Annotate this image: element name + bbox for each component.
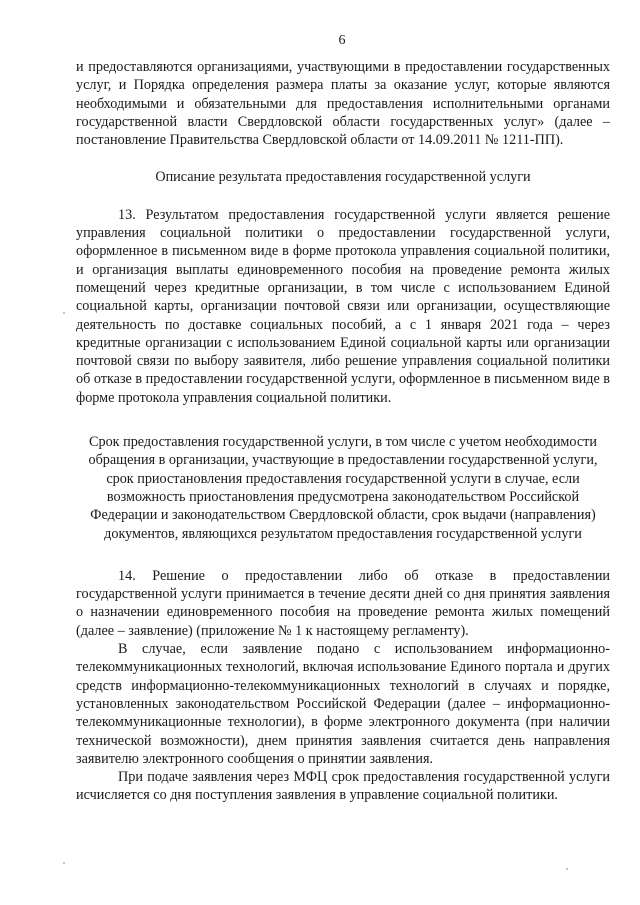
intro-paragraph: и предоставляются организациями, участвующими в предоставлении государственных услуг, и Порядка определения размера платы за оказание услуг, которые являются необходимыми и обязательными для предоставления исполнительными органами государственной власти Свердловской области государственных услуг» (далее – постановление Правительства Свердловской области от 14.09.2011 № 1211-ПП).	[76, 59, 610, 149]
paragraph-14: 14. Решение о предоставлении либо об отказе в предоставлении государственной услуги принимается в течение десяти дней со дня принятия заявления о назначении единовременного пособия на проведение ремонта жилых помещений (далее – заявление) (приложение № 1 к настоящему регламенту).	[76, 567, 610, 639]
spacer	[76, 187, 610, 206]
section-heading-term: Срок предоставления государственной услуги, в том числе с учетом необходимости обращения в организации, участвующие в предоставлении государственной услуги, срок приостановления предоставления государственной услуги в случае, если возможность приостановления предусмотрена законодательством Российской Федерации и законодательством Свердловской области, срок выдачи (направления) документов, являющихся результатом предоставления государственной услуги	[88, 434, 598, 542]
page-number: 6	[338, 33, 346, 48]
paragraph-mfc: При подаче заявления через МФЦ срок предоставления государственной услуги исчисляется со дня поступления заявления в управление социальной политики.	[76, 769, 610, 804]
paragraph-electronic: В случае, если заявление подано с использованием информационно-телекоммуникационных технологий, включая использование Единого портала и других средств информационно-телекоммуникационных технологий в случаях и порядке, установленных законодательством Российской Федерации (далее – информационно-телекоммуникационные технологии), в форме электронного документа (при наличии технической возможности), днем принятия заявления считается день направления заявителю электронного сообщения о принятии заявления.	[76, 641, 610, 767]
spacer	[76, 149, 610, 168]
scan-speck	[63, 862, 65, 864]
section-heading-result: Описание результата предоставления государственной услуги	[155, 169, 531, 186]
spacer	[76, 543, 610, 567]
scan-speck	[566, 868, 568, 870]
paragraph-13: 13. Результатом предоставления государственной услуги является решение управления социальной политики о предоставлении государственной услуги, оформленное в письменном виде в форме протокола управления социальной политики, и организация выплаты единовременного пособия на проведение ремонта жилых помещений через кредитные организации, в том числе с использованием Единой социальной карты, организации почтовой связи или организации, осуществляющие деятельность по доставке социальных пособий, а с 1 января 2021 года – через кредитные организации с использованием Единой социальной карты или организации почтовой связи по выбору заявителя, либо решение управления социальной политики об отказе в предоставлении государственной услуги, оформленное в письменном виде в форме протокола управления социальной политики.	[76, 206, 610, 406]
scan-speck	[63, 312, 65, 314]
document-body	[76, 58, 610, 805]
spacer	[76, 407, 610, 433]
